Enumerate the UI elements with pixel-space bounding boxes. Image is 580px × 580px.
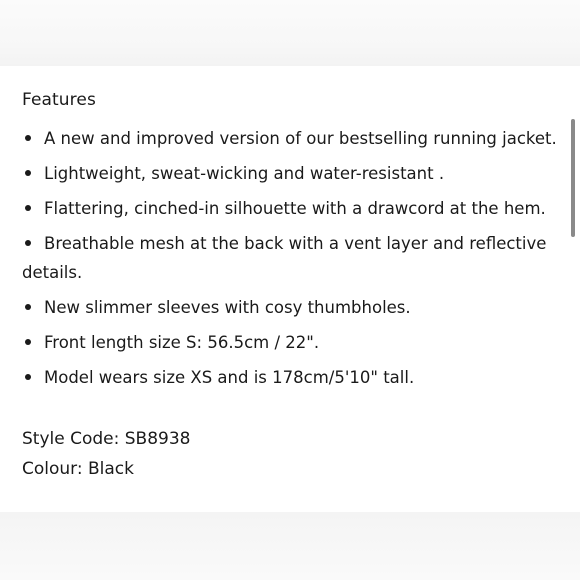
- feature-text: Breathable mesh at the back with a vent layer and reflective details.: [22, 234, 547, 282]
- feature-item: [22, 194, 558, 223]
- feature-text: A new and improved version of our bestselling running jacket.: [44, 129, 557, 148]
- feature-text: Front length size S: 56.5cm / 22".: [44, 333, 320, 352]
- bullet-icon: [25, 170, 31, 176]
- feature-item: [22, 124, 558, 153]
- bottom-band: [0, 512, 580, 580]
- feature-item: [22, 229, 558, 287]
- product-meta: [22, 424, 190, 484]
- feature-item: [22, 328, 558, 357]
- feature-text: Lightweight, sweat-wicking and water-resistant .: [44, 164, 445, 183]
- scrollbar-thumb[interactable]: [571, 119, 575, 237]
- bullet-icon: [25, 339, 31, 345]
- feature-text: New slimmer sleeves with cosy thumbholes.: [44, 298, 411, 317]
- feature-text: Flattering, cinched-in silhouette with a drawcord at the hem.: [44, 199, 546, 218]
- product-details-panel: [0, 66, 580, 512]
- features-list: [22, 124, 558, 398]
- bullet-icon: [25, 304, 31, 310]
- style-code: Style Code: SB8938: [22, 429, 191, 449]
- colour: Colour: Black: [22, 459, 134, 479]
- bullet-icon: [25, 374, 31, 380]
- bullet-icon: [25, 205, 31, 211]
- feature-text: Model wears size XS and is 178cm/5'10" tall.: [44, 368, 415, 387]
- feature-item: [22, 159, 558, 188]
- bullet-icon: [25, 135, 31, 141]
- top-band: [0, 0, 580, 66]
- feature-item: [22, 293, 558, 322]
- bullet-icon: [25, 240, 31, 246]
- features-heading: Features: [22, 90, 96, 110]
- feature-item: [22, 363, 558, 392]
